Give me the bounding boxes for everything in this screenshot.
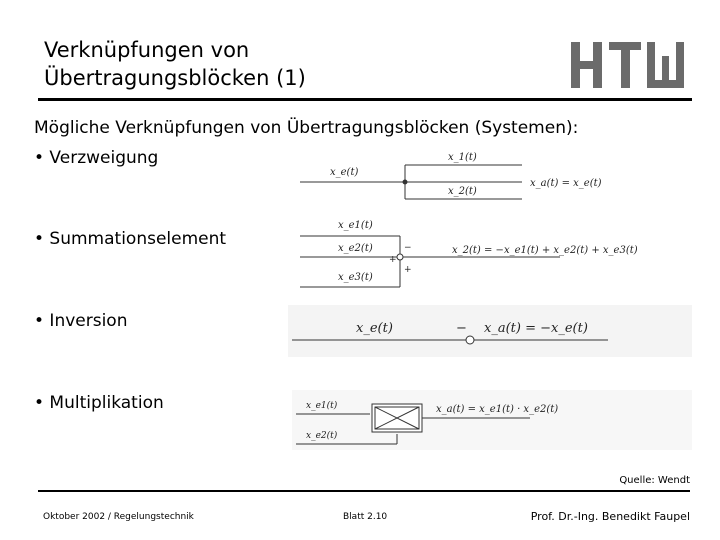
- verz-input-label: x_e(t): [330, 167, 359, 178]
- inv-equation: x_a(t) = −x_e(t): [484, 321, 588, 336]
- sum-in1-label: x_e1(t): [338, 220, 373, 231]
- footer-divider: [38, 490, 690, 492]
- slide-title-line1: Verknüpfungen von: [44, 38, 250, 62]
- footer-left: Oktober 2002 / Regelungstechnik: [43, 512, 194, 522]
- verz-out1-label: x_1(t): [448, 152, 477, 163]
- footer-author: Prof. Dr.-Ing. Benedikt Faupel: [530, 510, 690, 523]
- verz-out2-label: x_2(t): [448, 186, 477, 197]
- sum-equation: x_2(t) = −x_e1(t) + x_e2(t) + x_e3(t): [452, 245, 638, 256]
- mult-in1-label: x_e1(t): [306, 401, 338, 411]
- bullet-inversion: • Inversion: [34, 311, 128, 331]
- bullet-multiplikation: • Multiplikation: [34, 393, 164, 413]
- inv-sign: −: [456, 321, 467, 336]
- sum-sign1: −: [404, 243, 412, 253]
- slide-title-line2: Übertragungsblöcken (1): [44, 66, 306, 90]
- footer-page: Blatt 2.10: [343, 512, 388, 522]
- bullet-summationselement: • Summationselement: [34, 229, 227, 249]
- sum-in3-label: x_e3(t): [338, 272, 373, 283]
- inv-input-label: x_e(t): [356, 321, 393, 336]
- verz-equation: x_a(t) = x_e(t): [530, 178, 602, 189]
- intro-text: Mögliche Verknüpfungen von Übertragungsblöcken (Systemen):: [34, 118, 579, 138]
- sum-in2-label: x_e2(t): [338, 243, 373, 254]
- bullet-verzweigung: • Verzweigung: [34, 148, 159, 168]
- sum-sign2: +: [389, 255, 397, 265]
- multiplication-background: [292, 390, 692, 450]
- sum-sign3: +: [404, 265, 412, 275]
- source-note: Quelle: Wendt: [619, 475, 690, 486]
- mult-in2-label: x_e2(t): [306, 431, 338, 441]
- mult-equation: x_a(t) = x_e1(t) · x_e2(t): [436, 404, 559, 415]
